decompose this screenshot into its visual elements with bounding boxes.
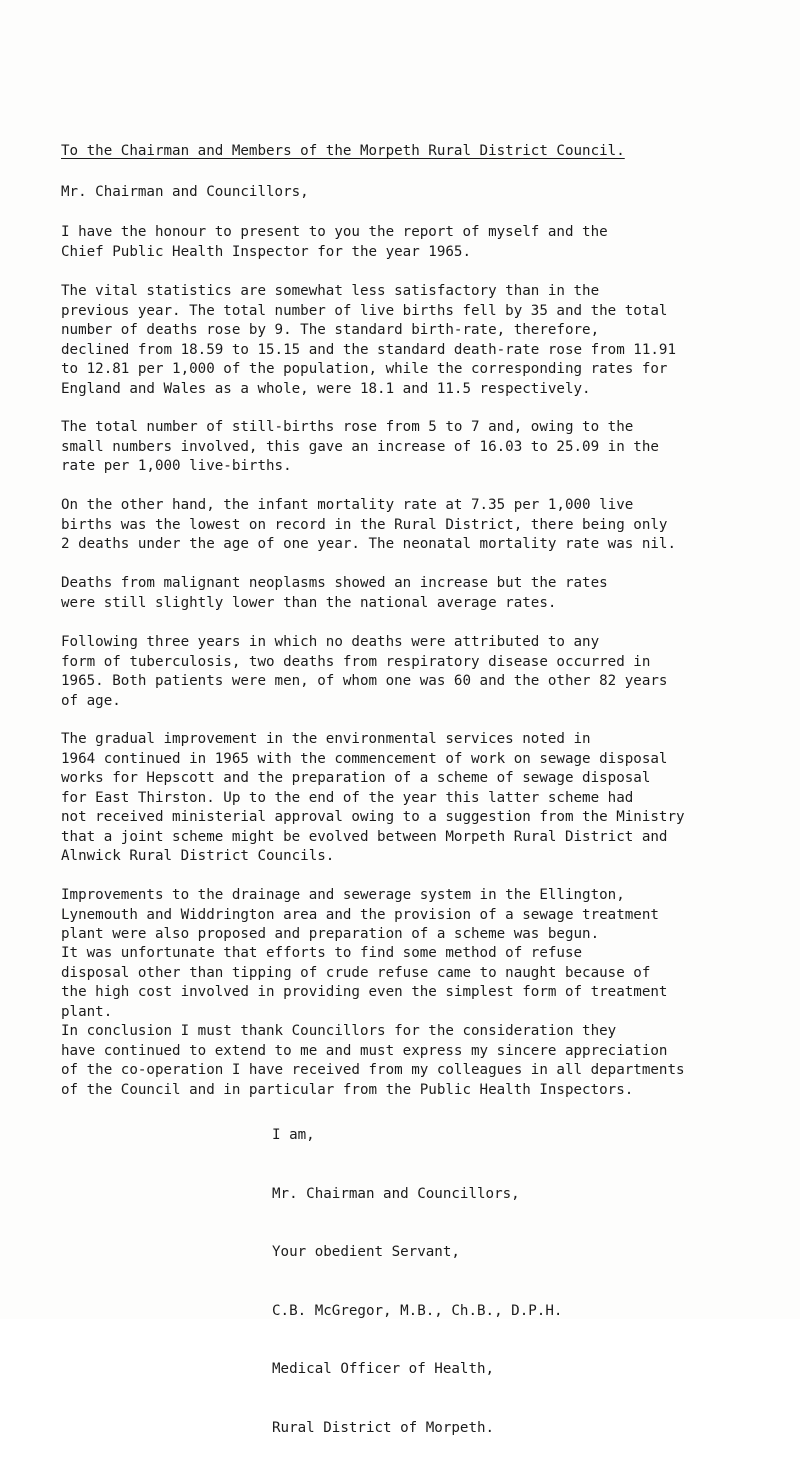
closing-line: Your obedient Servant, bbox=[272, 1244, 460, 1260]
paragraph-infant-mortality: On the other hand, the infant mortality rate at 7.35 per 1,000 live births was the lowest on record in the Rural District, there being only 2 deaths under the age of one year. The neonatal mortality rate was nil. bbox=[61, 497, 676, 552]
signature-block bbox=[272, 1087, 562, 1477]
paragraph-refuse-disposal: It was unfortunate that efforts to find some method of refuse disposal other than tipping of crude refuse came to naught because of the high cost involved in providing even the simplest form of treatment plant. bbox=[61, 945, 668, 1020]
signatory-name: C.B. McGregor, M.B., Ch.B., D.P.H. bbox=[272, 1302, 563, 1319]
paragraph-still-births: The total number of still-births rose from 5 to 7 and, owing to the small numbers involved, this gave an increase of 16.03 to 25.09 in the rate per 1,000 live-births. bbox=[61, 419, 659, 474]
letter-heading: To the Chairman and Members of the Morpeth Rural District Council. bbox=[61, 143, 625, 159]
closing-line: I am, bbox=[272, 1127, 315, 1143]
signatory-title: Medical Officer of Health, bbox=[272, 1361, 495, 1377]
signatory-district: Rural District of Morpeth. bbox=[272, 1419, 495, 1436]
paragraph-introduction: I have the honour to present to you the report of myself and the Chief Public Health Inspector for the year 1965. bbox=[61, 224, 608, 260]
salutation: Mr. Chairman and Councillors, bbox=[61, 184, 309, 200]
paragraph-conclusion: In conclusion I must thank Councillors for the consideration they have continued to extend to me and must express my sincere appreciation of the co-operation I have received from my colleagues in all departments of the Council and in particular from the Public Health Inspectors. bbox=[61, 1023, 685, 1098]
paragraph-malignant-neoplasms: Deaths from malignant neoplasms showed an increase but the rates were still slightly lower than the national average rates. bbox=[61, 575, 608, 611]
paragraph-tuberculosis: Following three years in which no deaths were attributed to any form of tuberculosis, two deaths from respiratory disease occurred in 1965. Both patients were men, of whom one was 60 and the other 82 years of age. bbox=[61, 634, 668, 709]
paragraph-vital-statistics: The vital statistics are somewhat less satisfactory than in the previous year. The total number of live births fell by 35 and the total number of deaths rose by 9. The standard birth-rate, therefore, declined from 18.59 to 15.15 and the standard death-rate rose from 11.91 to 12.81 per 1,000 of the population, while the corresponding rates for England and Wales as a whole, were 18.1 and 11.5 respectively. bbox=[61, 283, 676, 397]
paragraph-environmental-services: The gradual improvement in the environmental services noted in 1964 continued in 1965 with the commencement of work on sewage disposal works for Hepscott and the preparation of a scheme of sewage disposal for East Thirston. Up to the end of the year this latter scheme had not received ministerial approval owing to a suggestion from the Ministry that a joint scheme might be evolved between Morpeth Rural District and Alnwick Rural District Councils. bbox=[61, 731, 685, 864]
paragraph-drainage-improvements: Improvements to the drainage and sewerage system in the Ellington, Lynemouth and Widdrington area and the provision of a sewage treatment plant were also proposed and preparation of a scheme was begun. bbox=[61, 887, 659, 942]
closing-line: Mr. Chairman and Councillors, bbox=[272, 1185, 520, 1202]
